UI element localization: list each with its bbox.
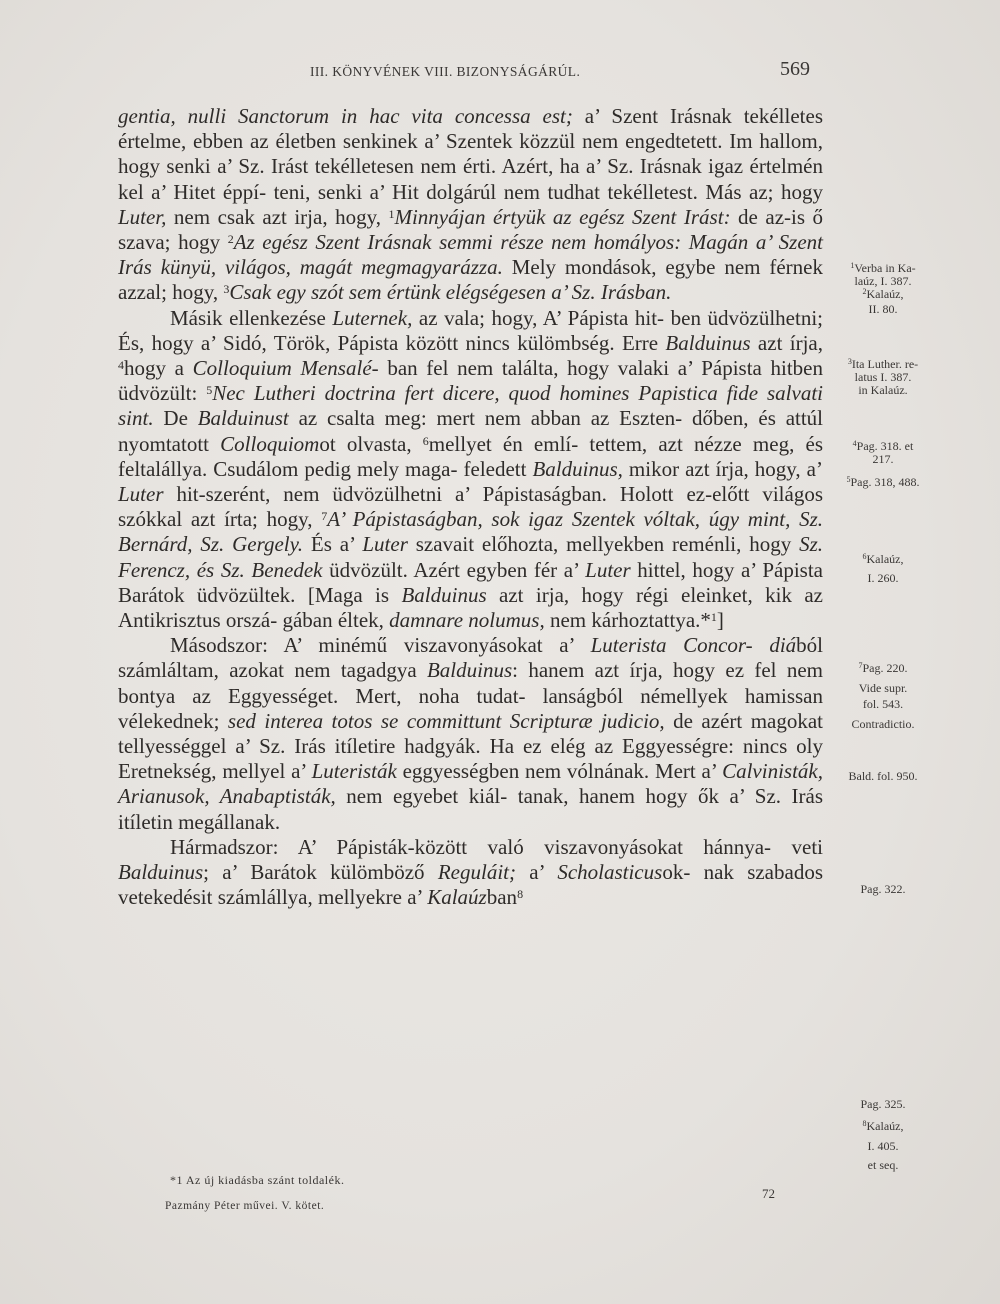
text-span: Kalaúz [427,885,487,910]
text-span: Balduinust [197,406,289,431]
text-span: írja, hogy ez fel nem bontya az Eggyességet. Mert, noha tudat- [118,658,823,708]
text-span: Balduinus [118,860,204,885]
text-span: hogy a [124,356,193,381]
footnote-ref: 1 [710,610,717,625]
text-span: Luter, [118,204,167,229]
text-span: üdvözülhetni a’ Pápistaságban. Holott ez-előtt világos szókkal azt [118,482,824,532]
text-span: Reguláit; [437,860,516,885]
text-span: De [153,406,198,431]
text-span: Másik ellenkezése [170,305,333,330]
text-span: sint. [118,406,154,431]
footnote-ref: 4 [118,358,124,373]
text-span: azt írja, [750,330,823,355]
margin-note: $^7$Pag. 220. [858,661,908,675]
margin-note: I. 260. [867,571,899,585]
text-span: az vala; hogy, A’ Pápista hit- [412,305,665,330]
footnote-ref: 2 [227,232,234,247]
text-span: hit-szerént, nem [163,482,320,507]
footnote-ref: 5 [206,383,213,398]
text-span: ] [716,608,724,633]
text-span: szavait előhozta, mellyekben [407,532,665,557]
text-span: veti [791,834,823,859]
text-span: teni, senki a’ Hit dolgárúl nem tudhat tekélletest. Más az; hogy [273,179,823,204]
text-span: Eretnekség, mellyel a’ [118,759,312,784]
footnote [170,1173,344,1188]
text-span: Nec [212,381,245,406]
text-span: gentia, nulli Sanctorum in hac vita concessa est; [118,104,573,128]
text-span: nem kárhoztattya.* [544,608,711,633]
text-span: Balduinus [665,330,751,355]
text-span: A’ Pápistaságban, sok igaz Szentek vóltak, úgy mint, [327,507,791,532]
text-span: Luter [118,482,164,507]
margin-note: fol. 543. [862,697,904,711]
margin-note: Pag. 322. [860,882,906,896]
text-span: nem érti. Azért, ha a’ Sz. Irásnak igaz értelmén kel a’ Hitet éppí- [118,154,823,204]
text-span: Luter [362,532,408,557]
text-span: a’ Szent Irásnak [572,104,732,128]
text-span: külömbség. Erre [517,330,666,355]
text-span: az csalta meg: mert nem abban az Eszten- [288,406,683,431]
text-span: Luter [585,557,631,582]
margin-note: $^8$Kalaúz, [862,1119,904,1133]
text-span: Mely mondások, egybe nem férnek azzal; hogy, [118,255,823,305]
text-span: azt irja, hogy régi eleinket, kik az Antikrisztus orszá- [118,582,823,633]
text-span: reménli, hogy [671,532,800,557]
text-span: írta; hogy, [224,507,322,532]
printer-signature: Pazmány Péter művei. V. kötet. [165,1200,325,1212]
margin-note: Vide supr. [858,681,908,695]
text-span: a’ [516,860,558,885]
text-span: Lutheri doctrina fert dicere, quod homines Papistica fide salvati [253,381,823,406]
margin-note: $^4$Pag. 318. et [852,439,914,453]
running-head: III. KÖNYVÉNEK VIII. BIZONYSÁGÁRÚL. [310,64,581,79]
paragraph-2 [118,306,823,634]
paragraph-1 [118,104,823,306]
text-span: committunt Scripturæ judicio, [406,708,665,733]
text-span: Balduinus [426,658,513,683]
footnote-ref: 8 [517,887,524,902]
text-span: ból számláltam, azokat nem tagadgya [118,633,824,683]
margin-note: latus I. 387. [854,370,912,384]
text-span: nem engedtetett. Im hallom, hogy senki a’ Sz. Irást tekélletesen [118,129,823,179]
text-span: Luteristák [311,759,397,784]
text-span: damnare nolumus, [389,608,545,633]
text-span: Calvinisták, Arianusok, Anabaptisták, [118,759,823,809]
text-span: tanak, hanem hogy ők a’ Sz. Irás itíletin megállanak. [118,784,824,834]
footnote-ref: 3 [223,282,230,297]
page-number: 569 [780,58,810,80]
text-span: ; a’ Barátok külömböző [203,860,438,885]
margin-note: II. 80. [868,302,898,316]
text-span: Csak egy szót sem értünk elégségesen a’ Sz. Irásban. [229,280,672,305]
text-span: ban fel nem találta, hogy valaki a’ Pápista hitben üdvözült: [118,356,824,406]
text-span: : hanem azt [512,658,620,683]
margin-note: $^1$Verba in Ka- [850,261,916,275]
main-text [118,104,823,911]
text-span: eggyességben nem vólnának. [396,759,650,784]
margin-note: $^2$Kalaúz, [862,287,904,301]
text-span: És a’ [303,532,363,557]
margin-note: $^5$Pag. 318, 488. [846,475,920,489]
footnote-ref: 6 [422,433,429,448]
text-span: lanságból némellyek hamissan vélekednek; [118,683,823,733]
margin-note: 217. [872,452,894,466]
text-span: fér a’ [533,557,586,582]
margin-note: $^6$Kalaúz, [862,552,904,566]
text-span: megmagyarázza. [361,255,503,280]
text-span: diá [769,633,797,658]
margin-note: Bald. fol. 950. [848,769,918,783]
text-span: Colloquium Mensalé- [192,356,379,381]
text-span: ban [486,885,518,910]
text-span: tekélletes értelme, ebben az életben senkinek a’ Szentek közzül [118,104,823,154]
text-span: része nem homályos: Magán a’ Szent Irás künyü, világos, magát [118,230,823,280]
margin-note: et seq. [867,1158,899,1172]
text-span: Hármadszor: A’ Pápisták-között való viszavonyásokat hánnya- [170,834,772,859]
text-span: ok- [662,860,691,885]
text-span: Colloquiom [220,431,320,456]
margin-note: I. 405. [867,1139,899,1153]
text-span: nak szabados vetekedésit számlállya, mellyekre a’ [118,860,823,910]
text-span: tettem, azt nézze meg, és feltalállya. Csudálom pedig mely maga- [118,431,823,481]
footnote-text: Az új kiadásba szánt toldalék. [183,1173,345,1187]
text-span: Irást: [683,204,731,229]
margin-note: laúz, I. 387. [854,274,912,288]
text-span: Luternek, [332,305,413,330]
text-span: Másodszor: A’ minémű viszavonyásokat a’ [170,633,591,658]
text-span: dőben, és attúl nyomtatott [118,406,824,456]
text-span: Minnyájan értyük az egész Szent [394,204,677,229]
text-span: ot olvasta, [319,431,423,456]
text-span: Balduinus [401,582,487,607]
text-span: hittel, hogy a’ Pápista Barátok üdvözültek. [Maga is [118,557,824,607]
paragraph-3 [118,633,823,835]
text-span: mikor azt írja, hogy, a’ [622,456,823,481]
text-span: Balduinus, [532,456,623,481]
footnote-ref: 1 [388,206,395,221]
text-span: feledett [463,456,533,481]
text-span: nem egyebet kiál- [335,784,508,809]
text-span: Sz. Irás itíletire hadgyák. Ha ez elég az Eggyességre: nincs oly [259,734,823,759]
text-span: Sz. Bernárd, Sz. Gergely. [118,507,824,557]
text-span: ben üdvözülhetni; És, hogy a’ Sidó, Török, Pápista között nincs [118,305,823,355]
paragraph-4 [118,835,823,911]
text-span: de azért magokat tellyességgel a’ [118,708,823,759]
text-span: sed interea totos se [227,708,399,733]
text-span: Scholasticus [557,860,663,885]
text-span: Az egész Szent Irásnak semmi [233,230,493,255]
text-span: gában éltek, [282,608,390,633]
text-span: de az-is ő szava; hogy [118,204,824,255]
margin-note: in Kalaúz. [858,383,908,397]
text-span: Mert a’ [654,759,723,784]
margin-note: $^3$Ita Luther. re- [847,357,919,371]
text-span: mellyet én emlí- [428,431,579,456]
text-span: üdvözült. Azért egyben [322,557,528,582]
text-span: Sz. Ferencz, és Sz. Benedek [118,532,824,582]
footnote-mark: *1 [170,1173,183,1187]
text-span: Luterista Concor- [590,633,753,658]
margin-note: Contradictio. [851,717,915,731]
footnote-ref: 7 [321,509,328,524]
margin-note: Pag. 325. [860,1097,906,1111]
text-span: nem csak azt irja, hogy, [166,204,389,229]
sheet-number: 72 [762,1186,775,1201]
